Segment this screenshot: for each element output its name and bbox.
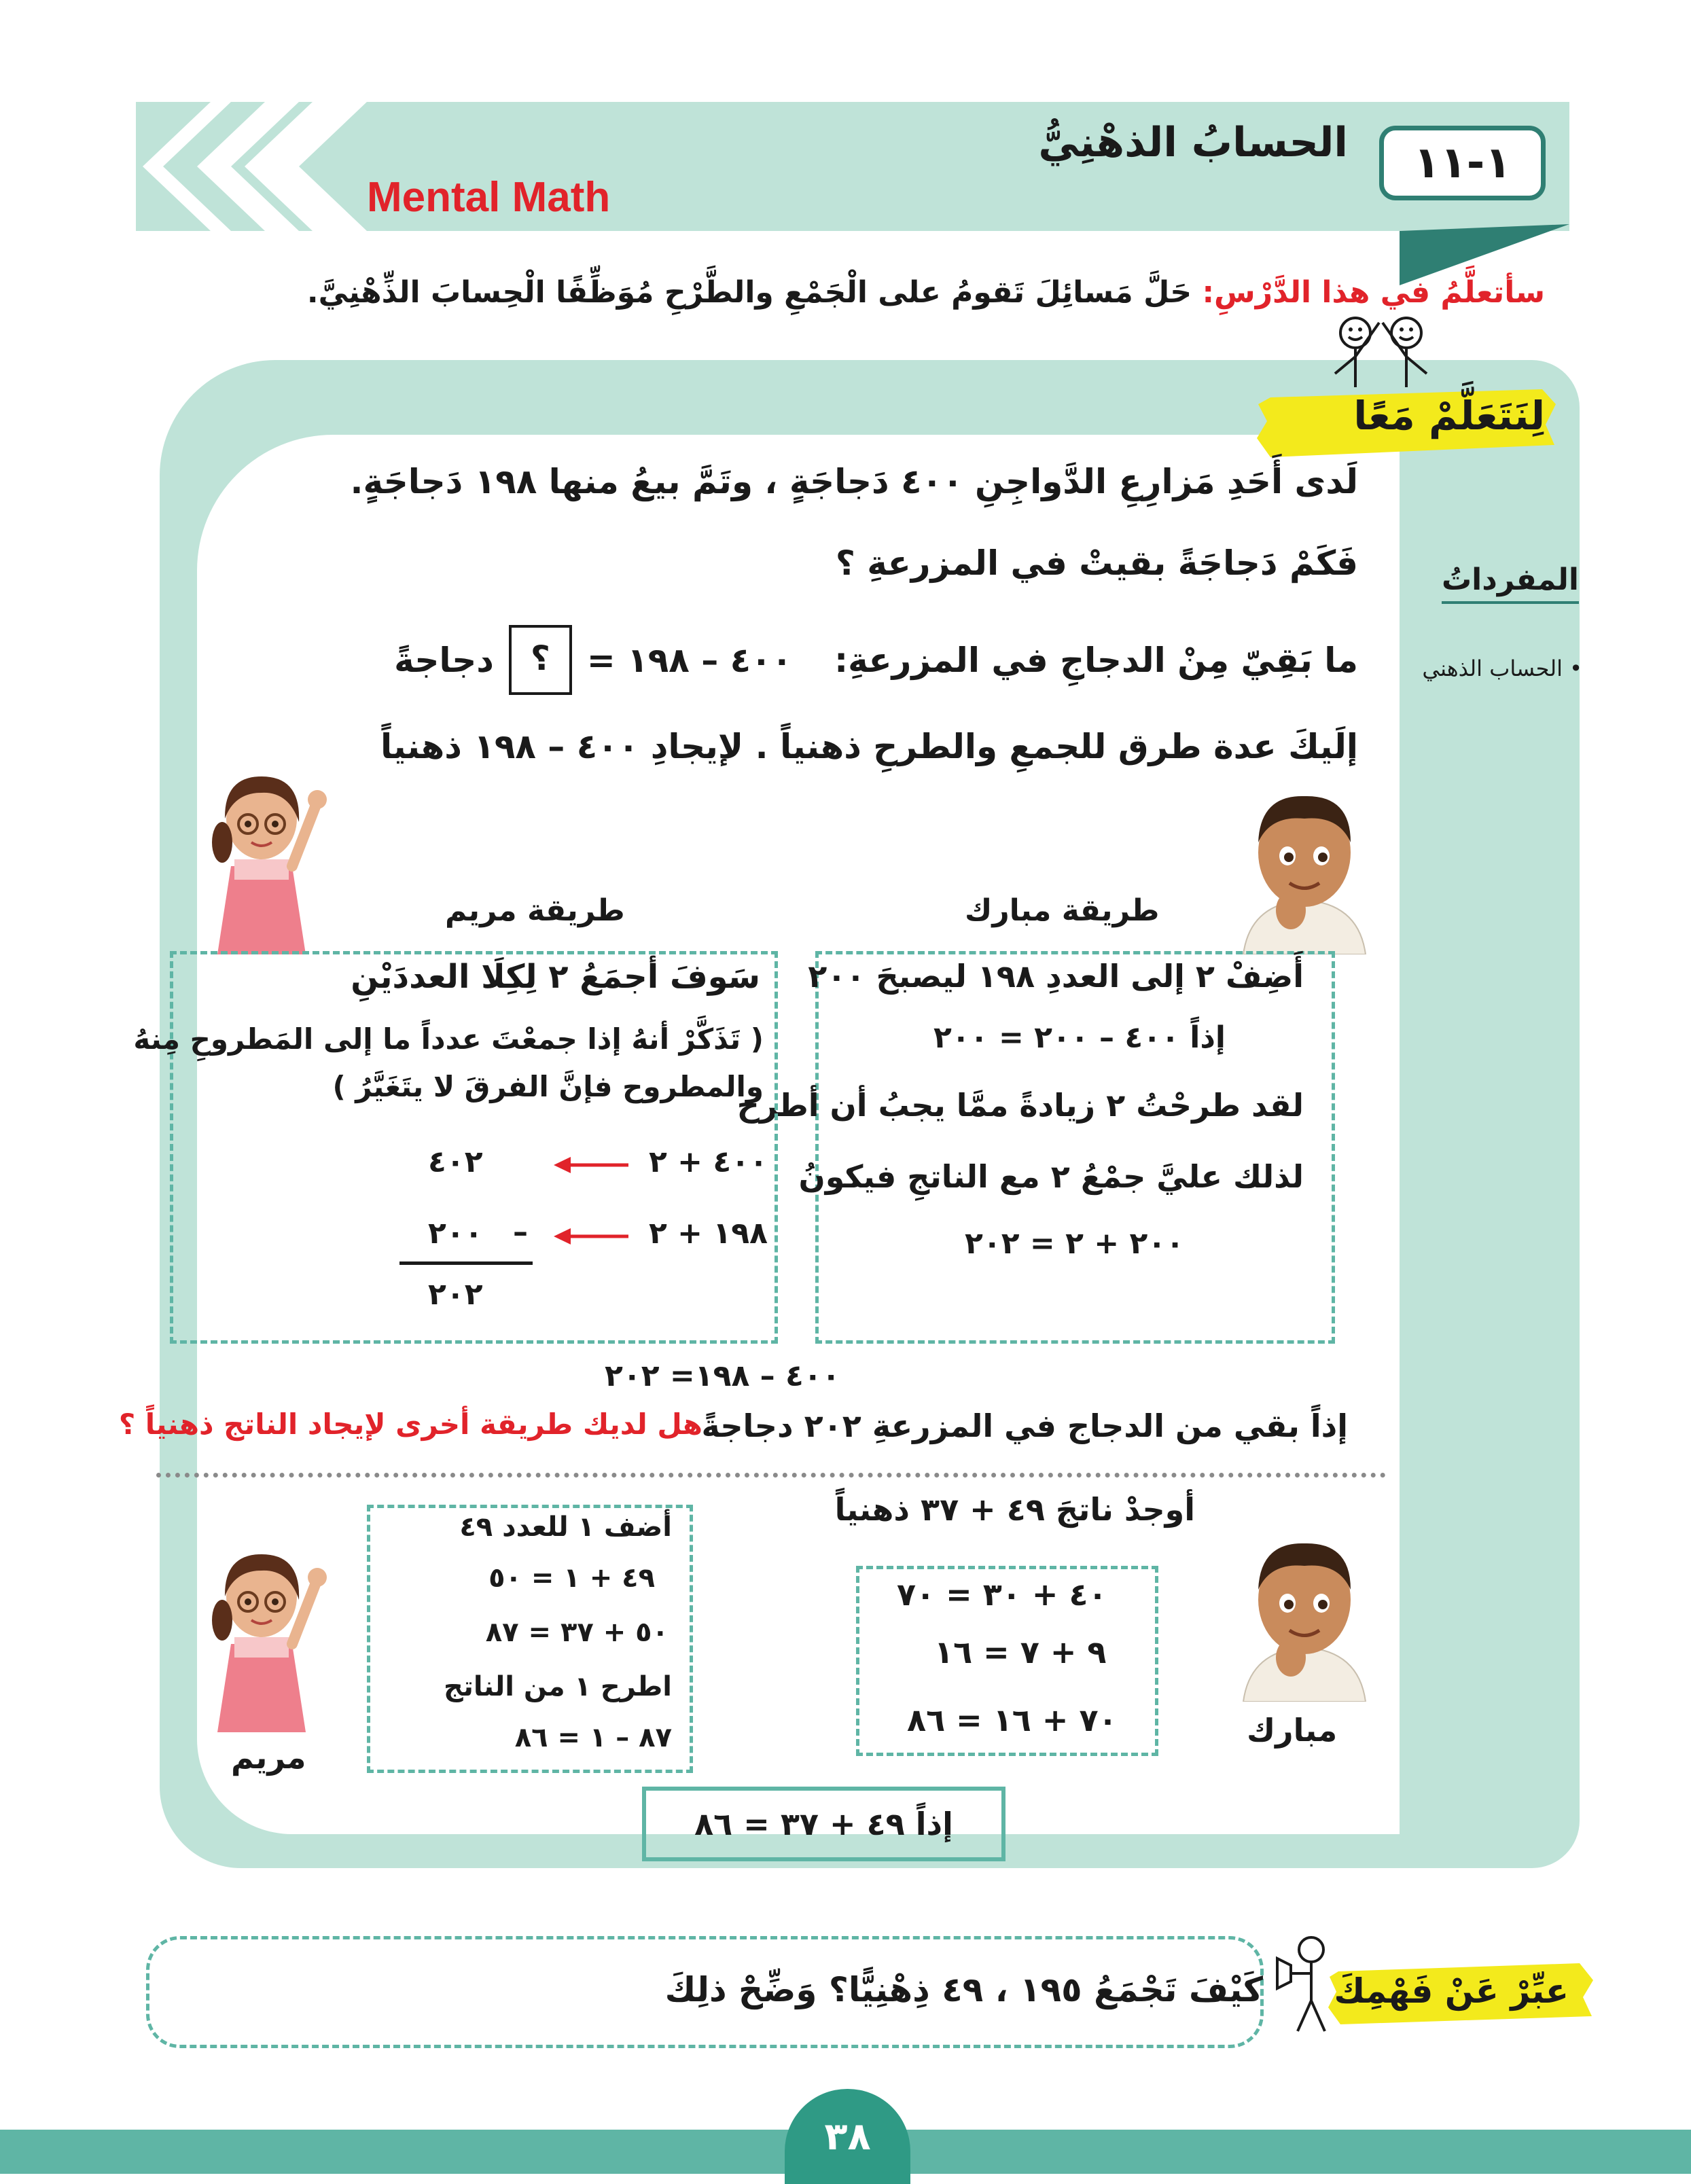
page-number: ٣٨	[824, 2114, 871, 2159]
mariam-note-1: ( تَذَكَّرْ أنهُ إذا جمعْتَ عدداً ما إلى المَطروحِ مِنهُ	[133, 1022, 764, 1056]
equation: ٤٠٠ – ١٩٨ =	[586, 640, 793, 680]
mariam-row1-right: ٤٠٢	[428, 1145, 483, 1179]
mubarak-line-2: إذاً ٤٠٠ – ٢٠٠ = ٢٠٠	[933, 1020, 1226, 1055]
mariam-character-image	[194, 764, 330, 954]
lesson-number-box	[1379, 126, 1546, 200]
objective-lead: سأتعلَّمُ في هذا الدَّرْسِ:	[1202, 275, 1545, 310]
mubarak-line-1: أَضِفْ ٢ إلى العددِ ١٩٨ ليصبحَ ٢٠٠	[808, 958, 1304, 995]
mariam-row2-left: ١٩٨ + ٢	[649, 1216, 768, 1251]
red-arrow-icon	[554, 1155, 628, 1175]
lesson-title: الحسابُ الذهْنِيُّ	[1038, 119, 1348, 166]
mubarak-method-title: طريقة مبارك	[965, 893, 1160, 928]
lesson-number: ١-١١	[1413, 138, 1512, 188]
mariam-example2-line-1: أضف ١ للعدد ٤٩	[459, 1511, 672, 1543]
mubarak-name-label: مبارك	[1247, 1712, 1338, 1749]
mariam-example2-line-4: اطرح ١ من الناتج	[444, 1671, 672, 1702]
mariam-minus-sign: –	[513, 1215, 528, 1249]
mariam-example2-line-5: ٨٧ – ١ = ٨٦	[514, 1722, 672, 1753]
problem-line-1: لَدى أَحَدِ مَزارِعِ الدَّواجِنِ ٤٠٠ دَجاجَةٍ ، وتَمَّ بيعُ منها ١٩٨ دَجاجَةٍ.	[350, 462, 1358, 501]
mariam-row1-left: ٤٠٠ + ٢	[649, 1145, 768, 1179]
conclusion-question: هل لديك طريقة أخرى لإيجاد الناتج ذهنياً ؟	[118, 1408, 702, 1441]
equation-line	[394, 625, 1358, 695]
example2-prompt: أوجدْ ناتجَ ٤٩ + ٣٧ ذهنياً	[834, 1491, 1195, 1528]
lesson-objective	[307, 275, 1545, 310]
red-arrow-icon	[554, 1226, 628, 1247]
express-question: كَيْفَ تَجْمَعُ ١٩٥ ، ٤٩ ذِهْنِيًّا؟ وَضِّحْ ذلِكَ	[664, 1970, 1263, 2009]
page-number-badge	[785, 2089, 910, 2184]
mubarak-character-image	[1236, 788, 1372, 954]
final-answer: إذاً ٤٩ + ٣٧ = ٨٦	[694, 1806, 953, 1842]
mubarak-line-3: لقد طرحْتُ ٢ زيادةً ممَّا يجبُ أن أطرح	[736, 1087, 1304, 1124]
mubarak-line-5: ٢٠٠ + ٢ = ٢٠٢	[965, 1226, 1185, 1261]
mariam-method-title: طريقة مريم	[445, 893, 625, 928]
unknown-box: ؟	[509, 625, 572, 695]
mariam-subtraction-line	[399, 1261, 533, 1265]
problem-line-2: فَكَمْ دَجاجَةً بقيتْ في المزرعةِ ؟	[835, 543, 1358, 583]
mariam-note-2: والمطروح فإنَّ الفرقَ لا يتَغَيَّرُ )	[332, 1070, 764, 1103]
lesson-title-english: Mental Math	[367, 174, 611, 221]
equation-unit: دجاجةً	[394, 640, 494, 680]
objective-text: حَلَّ مَسائِلَ تَقومُ على الْجَمْعِ والطَّرْحِ مُوَظِّفًا الْحِسابَ الذِّهْنِيَّ.	[306, 275, 1192, 310]
conclusion-text: إذاً بقي من الدجاج في المزرعةِ ٢٠٢ دجاجةً	[701, 1408, 1348, 1444]
mubarak-example2-line-1: ٤٠ + ٣٠ = ٧٠	[897, 1576, 1107, 1613]
conclusion-equation: ٤٠٠ – ١٩٨= ٢٠٢	[605, 1359, 840, 1393]
express-label: عبِّرْ عَنْ فَهْمِكَ	[1334, 1971, 1569, 2011]
methods-intro: إلَيكَ عدة طرق للجمعِ والطرحِ ذهنياً . لإيجادِ ٤٠٠ – ١٩٨ ذهنياً	[380, 727, 1358, 766]
dotted-divider	[156, 1473, 1386, 1478]
mariam-result: ٢٠٢	[428, 1277, 483, 1312]
mariam-line-1: سَوفَ أجمَعُ ٢ لِكِلَا العددَيْنِ	[351, 958, 760, 996]
mariam-example2-line-2: ٤٩ + ١ = ٥٠	[488, 1562, 655, 1594]
mariam-row2-right: ٢٠٠	[428, 1216, 483, 1251]
equation-lead: ما بَقِيّ مِنْ الدجاجِ في المزرعةِ:	[834, 640, 1358, 680]
mariam-example2-line-3: ٥٠ + ٣٧ = ٨٧	[485, 1617, 669, 1648]
vocabulary-title: المفرداتُ	[1442, 562, 1579, 604]
mubarak-method-box	[815, 951, 1335, 1344]
chevron-arrows-icon	[143, 102, 367, 231]
mariam-character-image	[194, 1542, 330, 1732]
mubarak-line-4: لذلك عليَّ جمْعُ ٢ مع الناتجِ فيكونُ	[798, 1158, 1304, 1195]
mariam-name-label: مريم	[231, 1739, 306, 1776]
vocabulary-item: • الحساب الذهني	[1422, 656, 1582, 681]
mubarak-character-image	[1236, 1535, 1372, 1702]
mubarak-example2-line-3: ٧٠ + ١٦ = ٨٦	[907, 1702, 1118, 1738]
learn-together-label: لِنَتَعَلَّمْ مَعًا	[1353, 393, 1545, 439]
mubarak-example2-line-2: ٩ + ٧ = ١٦	[934, 1634, 1107, 1670]
final-answer-box	[642, 1787, 1005, 1861]
